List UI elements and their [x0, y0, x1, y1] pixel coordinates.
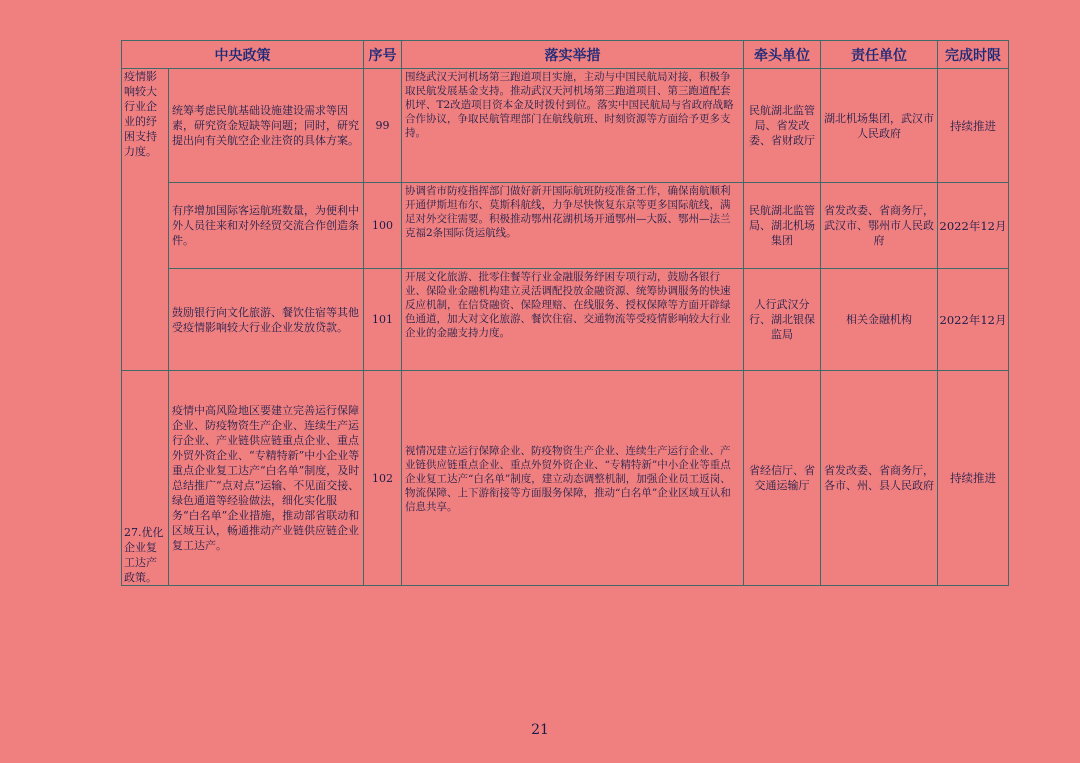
- central-policy-cell: 统筹考虑民航基础设施建设需求等因素，研究资金短缺等问题；同时，研究提出向有关航空企业注资的具体方案。: [169, 69, 364, 183]
- policy-category: 疫情影响较大行业企业的纾困支持力度。: [122, 69, 169, 371]
- header-deadline: 完成时限: [938, 41, 1009, 69]
- table-header-row: [122, 41, 1009, 69]
- lead-unit-cell: 民航湖北监管局、湖北机场集团: [744, 183, 821, 269]
- deadline-cell: 持续推进: [938, 69, 1009, 183]
- central-policy-cell: 鼓励银行向文化旅游、餐饮住宿等其他受疫情影响较大行业企业发放贷款。: [169, 269, 364, 371]
- deadline-cell: 2022年12月: [938, 269, 1009, 371]
- central-policy-cell: 有序增加国际客运航班数量，为便利中外人员往来和对外经贸交流合作创造条件。: [169, 183, 364, 269]
- responsible-unit-cell: 省发改委、省商务厅，各市、州、县人民政府: [821, 371, 938, 586]
- table-row: [122, 269, 1009, 371]
- responsible-unit-cell: 湖北机场集团，武汉市人民政府: [821, 69, 938, 183]
- seq-cell: 101: [364, 269, 402, 371]
- header-central-policy: 中央政策: [122, 41, 364, 69]
- measure-cell: 视情况建立运行保障企业、防疫物资生产企业、连续生产运行企业、产业链供应链重点企业、重点外贸外资企业、“专精特新”中小企业等重点企业复工达产“白名单”制度，建立动态调整机制，加强企业员工返岗、物流保障、上下游衔接等方面服务保障，推动“白名单”企业区域互认和信息共享。: [402, 371, 744, 586]
- measure-cell: 开展文化旅游、批零住餐等行业金融服务纾困专项行动，鼓励各银行业、保险业金融机构建立灵活调配投放金融资源、统筹协调服务的快速反应机制，在信贷融资、保险理赔、在线服务、授权保障等方面开辟绿色通道，加大对文化旅游、餐饮住宿、交通物流等受疫情影响较大行业企业的金融支持力度。: [402, 269, 744, 371]
- deadline-cell: 2022年12月: [938, 183, 1009, 269]
- seq-cell: 100: [364, 183, 402, 269]
- measure-cell: 围绕武汉天河机场第三跑道项目实施，主动与中国民航局对接，积极争取民航发展基金支持。推动武汉天河机场第三跑道项目、第三跑道配套机坪、T2改造项目资本金及时拨付到位。落实中国民航局与省政府战略合作协议，争取民航管理部门在航线航班、时刻资源等方面给予更多支持。: [402, 69, 744, 183]
- seq-cell: 102: [364, 371, 402, 586]
- responsible-unit-cell: 省发改委、省商务厅，武汉市、鄂州市人民政府: [821, 183, 938, 269]
- header-lead-unit: 牵头单位: [744, 41, 821, 69]
- policy-table: [121, 40, 1009, 586]
- responsible-unit-cell: 相关金融机构: [821, 269, 938, 371]
- table-row: [122, 183, 1009, 269]
- policy-category: 27.优化企业复工达产政策。: [122, 371, 169, 586]
- page-number: 21: [531, 722, 549, 738]
- lead-unit-cell: 人行武汉分行、湖北银保监局: [744, 269, 821, 371]
- measure-cell: 协调省市防疫指挥部门做好新开国际航班防疫准备工作，确保南航顺利开通伊斯坦布尔、莫斯科航线，力争尽快恢复东京等更多国际航线，满足对外交往需要。积极推动鄂州花湖机场开通鄂州—大阪、鄂州—法兰克福2条国际货运航线。: [402, 183, 744, 269]
- deadline-cell: 持续推进: [938, 371, 1009, 586]
- lead-unit-cell: 民航湖北监管局、省发改委、省财政厅: [744, 69, 821, 183]
- central-policy-cell: 疫情中高风险地区要建立完善运行保障企业、防疫物资生产企业、连续生产运行企业、产业链供应链重点企业、重点外贸外资企业、“专精特新”中小企业等重点企业复工达产“白名单”制度，及时总结推广“点对点”运输、不见面交接、绿色通道等经验做法，细化实化服务“白名单”企业措施，推动部省联动和区域互认，畅通推动产业链供应链企业复工达产。: [169, 371, 364, 586]
- header-responsible-unit: 责任单位: [821, 41, 938, 69]
- lead-unit-cell: 省经信厅、省交通运输厅: [744, 371, 821, 586]
- table-row: [122, 371, 1009, 586]
- header-seq: 序号: [364, 41, 402, 69]
- seq-cell: 99: [364, 69, 402, 183]
- header-measures: 落实举措: [402, 41, 744, 69]
- table-row: [122, 69, 1009, 183]
